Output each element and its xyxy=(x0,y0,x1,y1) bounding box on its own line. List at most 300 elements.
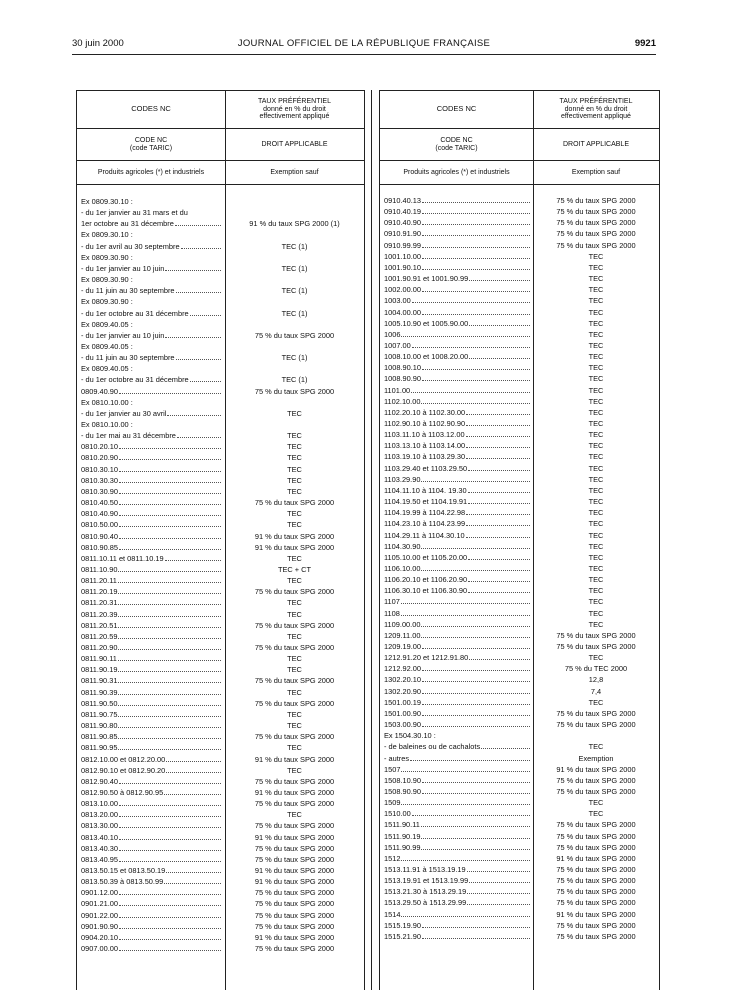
rate-cell: TEC xyxy=(287,576,302,586)
table-row xyxy=(380,418,659,429)
table-row xyxy=(77,731,364,742)
table-row xyxy=(380,585,659,596)
code-taric-header: CODE NC (code TARIC) xyxy=(129,136,173,152)
table-row xyxy=(380,574,659,585)
code-text: 0810.30.30 xyxy=(81,475,118,485)
code-text: 0813.40.10 xyxy=(81,832,118,842)
code-text: 1209.19.00 xyxy=(384,642,421,651)
leader-dots xyxy=(422,719,530,727)
rate-cell: TEC xyxy=(588,274,604,284)
table-row xyxy=(77,921,364,932)
code-text: 1103.19.10 à 1103.29.30 xyxy=(384,452,466,462)
code-text: Ex 0809.40.05 : xyxy=(81,319,133,329)
code-text: 1102.20.10 à 1102.30.00 xyxy=(384,407,466,417)
leader-dots xyxy=(421,842,530,850)
code-text: 0811.90.85 xyxy=(81,732,118,742)
table-row xyxy=(380,451,659,462)
table-row xyxy=(77,452,364,463)
code-cell xyxy=(384,619,530,630)
code-cell xyxy=(81,698,221,709)
code-text: 0811.10.11 et 0811.10.19 xyxy=(81,553,164,563)
code-cell xyxy=(384,886,530,897)
rate-cell: 91 % du taux SPG 2000 xyxy=(254,787,335,797)
code-cell xyxy=(81,374,221,385)
rate-cell: TEC xyxy=(588,285,604,295)
rate-cell: Exemption xyxy=(578,753,614,763)
code-text: 1511.90.99 xyxy=(384,842,421,852)
code-cell xyxy=(81,531,221,542)
rate-cell: 75 % du taux SPG 2000 xyxy=(556,240,636,250)
code-text: 1004.00.00 xyxy=(384,307,421,317)
table-row xyxy=(380,240,659,251)
code-cell xyxy=(81,631,221,642)
code-cell xyxy=(81,586,221,597)
leader-dots xyxy=(119,464,221,472)
code-cell xyxy=(81,731,221,742)
code-cell xyxy=(384,295,530,306)
table-row xyxy=(380,730,659,741)
rate-cell: 75 % du TEC 2000 xyxy=(564,664,628,674)
rate-cell: 91 % du taux SPG 2000 xyxy=(556,853,636,863)
table-row xyxy=(380,674,659,685)
table-row xyxy=(380,819,659,830)
leader-dots xyxy=(468,585,530,593)
rate-cell: TEC xyxy=(588,318,604,328)
table-row xyxy=(380,741,659,752)
leader-dots xyxy=(190,308,221,316)
rate-cell: 75 % du taux SPG 2000 xyxy=(254,821,335,831)
leader-dots xyxy=(118,742,221,750)
leader-dots xyxy=(421,474,530,482)
rate-cell: TEC xyxy=(588,251,604,261)
leader-dots xyxy=(410,753,530,761)
rate-cell: TEC xyxy=(588,474,604,484)
code-text: 1508.90.90 xyxy=(384,786,421,796)
rate-cell: TEC (1) xyxy=(281,263,308,273)
code-text: 0811.20.51 xyxy=(81,620,118,630)
table-row xyxy=(380,385,659,396)
rate-cell: 91 % du taux SPG 2000 xyxy=(254,832,335,842)
code-cell xyxy=(81,675,221,686)
leader-dots xyxy=(401,329,530,337)
leader-dots xyxy=(401,909,530,917)
leader-dots xyxy=(190,374,221,382)
code-text: 0811.90.50 xyxy=(81,698,118,708)
leader-dots xyxy=(469,652,530,660)
code-cell xyxy=(81,296,221,307)
rate-cell: TEC xyxy=(588,363,604,373)
leader-dots xyxy=(422,686,530,694)
code-text: 1501.00.90 xyxy=(384,708,421,718)
table-row xyxy=(77,620,364,631)
code-cell xyxy=(384,574,530,585)
code-cell xyxy=(384,808,530,819)
table-row xyxy=(77,854,364,865)
code-cell xyxy=(384,418,530,429)
code-text: 1003.00 xyxy=(384,296,411,306)
code-text: - du 1er janvier au 10 juin xyxy=(81,330,165,340)
code-cell xyxy=(81,308,221,319)
rate-cell: 91 % du taux SPG 2000 xyxy=(254,866,335,875)
code-cell xyxy=(384,518,530,529)
leader-dots xyxy=(119,386,221,394)
leader-dots xyxy=(412,808,530,816)
table-row xyxy=(380,552,659,563)
rate-cell: 75 % du taux SPG 2000 xyxy=(556,229,636,239)
table-row xyxy=(77,586,364,597)
leader-dots xyxy=(481,741,530,749)
code-text: 1508.10.90 xyxy=(384,775,421,785)
leader-dots xyxy=(467,886,530,894)
rate-cell: TEC xyxy=(588,374,604,384)
table-row xyxy=(77,207,364,218)
rate-cell: TEC xyxy=(287,654,302,664)
code-cell xyxy=(81,597,221,608)
rate-cell: TEC xyxy=(588,452,604,462)
rate-cell: 91 % du taux SPG 2000 xyxy=(254,932,335,942)
rate-cell: TEC xyxy=(588,352,604,362)
leader-dots xyxy=(422,641,530,649)
table-row xyxy=(380,563,659,574)
table-row xyxy=(77,352,364,363)
leader-dots xyxy=(119,441,221,449)
code-text: 1511.90.11 xyxy=(384,820,420,830)
table-row xyxy=(77,832,364,843)
code-cell xyxy=(81,319,221,330)
table-row xyxy=(77,508,364,519)
leader-dots xyxy=(422,284,530,292)
code-text: 0811.20.39 xyxy=(81,609,118,619)
code-cell xyxy=(81,832,221,843)
table-row xyxy=(77,519,364,530)
leader-dots xyxy=(119,776,221,784)
code-text: 1212.92.00 xyxy=(384,664,421,674)
table-row xyxy=(380,619,659,630)
table-row xyxy=(380,485,659,496)
table-row xyxy=(77,664,364,675)
leader-dots xyxy=(118,642,221,650)
leader-dots xyxy=(119,798,221,806)
table-row xyxy=(380,273,659,284)
leader-dots xyxy=(466,418,530,426)
code-cell xyxy=(384,217,530,228)
table-row xyxy=(380,630,659,641)
code-text: 0811.90.80 xyxy=(81,721,118,731)
table-row xyxy=(77,876,364,887)
leader-dots xyxy=(118,597,221,605)
code-text: 0812.10.00 et 0812.20.00 xyxy=(81,754,166,764)
code-text: 0910.91.90 xyxy=(384,229,421,239)
table-row xyxy=(380,875,659,886)
code-text: 0910.40.90 xyxy=(384,218,421,228)
code-cell xyxy=(384,563,530,574)
leader-dots xyxy=(401,853,530,861)
leader-dots xyxy=(401,596,530,604)
code-text: 0811.20.59 xyxy=(81,631,118,641)
table-row xyxy=(77,229,364,240)
table-row xyxy=(380,251,659,262)
code-text: 1001.90.91 et 1001.90.99 xyxy=(384,274,469,284)
code-text: 1102.90.10 à 1102.90.90 xyxy=(384,419,466,428)
header-row-2 xyxy=(380,129,659,161)
table-row xyxy=(77,341,364,352)
code-text: 0810.30.10 xyxy=(81,464,118,474)
taux-header: TAUX PRÉFÉRENTIEL donné en % du droit effectivement appliqué xyxy=(258,97,331,121)
code-cell xyxy=(81,664,221,675)
leader-dots xyxy=(469,351,530,359)
table-row xyxy=(77,363,364,374)
code-text: 1002.00.00 xyxy=(384,285,421,295)
rate-cell: 75 % du taux SPG 2000 xyxy=(254,799,335,809)
code-text: 0910.99.99 xyxy=(384,240,421,250)
code-text: 0809.40.90 xyxy=(81,386,118,396)
table-row xyxy=(77,241,364,252)
code-text: 1109.00.00 xyxy=(384,619,421,629)
rate-cell: TEC xyxy=(287,408,302,418)
table-row xyxy=(380,786,659,797)
exemption-header: Exemption sauf xyxy=(270,168,319,176)
rate-cell: TEC xyxy=(287,631,302,641)
code-cell xyxy=(384,318,530,329)
leader-dots xyxy=(119,452,221,460)
rate-cell: TEC xyxy=(588,809,604,819)
code-cell xyxy=(81,475,221,486)
table-row xyxy=(77,374,364,385)
code-cell xyxy=(384,262,530,273)
code-text: 0812.90.10 et 0812.90.20 xyxy=(81,765,166,775)
rate-cell: TEC xyxy=(588,563,604,573)
code-cell xyxy=(81,419,221,430)
code-cell xyxy=(81,921,221,932)
code-cell xyxy=(384,853,530,864)
rate-cell: TEC + CT xyxy=(277,564,312,574)
code-cell xyxy=(81,910,221,921)
leader-dots xyxy=(422,708,530,716)
table-row xyxy=(380,373,659,384)
code-text: - du 1er mai au 31 décembre xyxy=(81,431,176,441)
code-text: 1107 xyxy=(384,597,400,607)
code-cell xyxy=(384,251,530,262)
code-text: 1103.11.10 à 1103.12.00 xyxy=(384,430,465,440)
code-cell xyxy=(384,451,530,462)
table-row xyxy=(380,920,659,931)
rate-cell: TEC xyxy=(588,697,604,707)
leader-dots xyxy=(166,765,221,773)
rate-cell: TEC xyxy=(287,598,302,608)
leader-dots xyxy=(119,809,221,817)
code-text: 1001.10.00 xyxy=(384,251,421,261)
code-cell xyxy=(81,865,221,876)
leader-dots xyxy=(422,217,530,225)
code-text: 1513.29.50 à 1513.29.99 xyxy=(384,898,467,908)
rate-cell: 75 % du taux SPG 2000 xyxy=(556,931,636,941)
rate-cell: TEC xyxy=(588,407,604,417)
rate-cell: 75 % du taux SPG 2000 xyxy=(556,920,636,930)
leader-dots xyxy=(165,553,221,561)
rate-cell: TEC xyxy=(588,597,604,607)
code-text: 1104.19.99 à 1104.22.98 xyxy=(384,508,466,518)
code-cell xyxy=(384,641,530,652)
table-row xyxy=(380,864,659,875)
code-cell xyxy=(81,765,221,776)
header-row-1 xyxy=(380,91,659,129)
code-cell xyxy=(81,798,221,809)
code-text: - du 1er octobre au 31 décembre xyxy=(81,308,189,318)
rate-cell: TEC xyxy=(287,509,302,519)
code-text: Ex 0810.10.00 : xyxy=(81,397,133,407)
rate-cell: 75 % du taux SPG 2000 xyxy=(254,498,335,508)
rate-cell: TEC (1) xyxy=(281,241,308,251)
leader-dots xyxy=(411,385,530,393)
table-row xyxy=(77,898,364,909)
table-row xyxy=(77,564,364,575)
rate-cell: 91 % du taux SPG 2000 xyxy=(254,531,335,541)
header-rule xyxy=(72,54,656,55)
code-text: 0812.90.40 xyxy=(81,776,118,786)
code-cell xyxy=(384,541,530,552)
code-cell xyxy=(384,775,530,786)
rate-cell: TEC xyxy=(588,619,604,629)
table-row xyxy=(77,675,364,686)
rate-cell: TEC xyxy=(287,721,302,731)
rate-cell: 75 % du taux SPG 2000 xyxy=(254,921,335,931)
table-row xyxy=(77,386,364,397)
leader-dots xyxy=(422,931,530,939)
table-row xyxy=(77,843,364,854)
code-cell xyxy=(81,887,221,898)
code-text: 1106.30.10 et 1106.30.90 xyxy=(384,586,468,596)
code-cell xyxy=(384,786,530,797)
code-text: - du 1er avril au 30 septembre xyxy=(81,241,180,251)
code-cell xyxy=(384,351,530,362)
rate-cell: TEC xyxy=(287,609,302,619)
rate-cell: TEC xyxy=(287,520,302,530)
code-cell xyxy=(384,429,530,440)
table-row xyxy=(77,441,364,452)
table-row xyxy=(380,708,659,719)
code-cell xyxy=(384,730,530,741)
code-cell xyxy=(81,553,221,564)
leader-dots xyxy=(421,831,530,839)
rate-cell: TEC xyxy=(588,586,604,596)
leader-dots xyxy=(422,697,530,705)
code-text: 0813.50.39 à 0813.50.99 xyxy=(81,877,164,887)
rate-cell: 91 % du taux SPG 2000 xyxy=(254,542,335,552)
table-row xyxy=(380,518,659,529)
table-row xyxy=(380,897,659,908)
table-row xyxy=(77,609,364,620)
table-row xyxy=(380,295,659,306)
leader-dots xyxy=(422,307,530,315)
code-cell xyxy=(81,575,221,586)
page-number: 9921 xyxy=(634,38,656,49)
code-text: 0813.10.00 xyxy=(81,799,118,809)
leader-dots xyxy=(118,609,221,617)
table-row xyxy=(77,820,364,831)
table-row xyxy=(380,440,659,451)
code-text: 0811.90.19 xyxy=(81,665,118,675)
leader-dots xyxy=(119,519,221,527)
leader-dots xyxy=(422,228,530,236)
code-cell xyxy=(81,519,221,530)
rate-cell: TEC xyxy=(588,463,604,473)
table-row xyxy=(380,262,659,273)
table-row xyxy=(380,719,659,730)
code-cell xyxy=(384,753,530,764)
table-row xyxy=(77,263,364,274)
table-row xyxy=(380,329,659,340)
code-text: 1005.10.90 et 1005.90.00 xyxy=(384,318,469,328)
leader-dots xyxy=(119,854,221,862)
rate-cell: TEC xyxy=(588,608,604,618)
code-text: 1108 xyxy=(384,608,400,618)
code-cell xyxy=(384,385,530,396)
table-row xyxy=(77,542,364,553)
page-header xyxy=(72,38,656,52)
code-text: 1008.10.00 et 1008.20.00 xyxy=(384,352,469,362)
leader-dots xyxy=(422,663,530,671)
code-text: 1513.19.91 et 1513.19.99 xyxy=(384,876,469,886)
table-row xyxy=(380,697,659,708)
leader-dots xyxy=(467,864,530,872)
rate-cell: TEC xyxy=(287,553,302,563)
code-cell xyxy=(81,352,221,363)
rate-cell: TEC xyxy=(588,385,604,395)
produits-header: Produits agricoles (*) et industriels xyxy=(97,168,205,176)
rate-cell: 75 % du taux SPG 2000 xyxy=(556,708,636,718)
table-row xyxy=(380,351,659,362)
header-row-1 xyxy=(77,91,364,129)
rate-cell: TEC xyxy=(588,340,604,350)
code-cell xyxy=(81,720,221,731)
leader-dots xyxy=(422,195,530,203)
leader-dots xyxy=(468,463,530,471)
code-cell xyxy=(384,931,530,942)
rate-cell: 75 % du taux SPG 2000 xyxy=(254,854,335,864)
code-text: 1513.21.30 à 1513.29.19 xyxy=(384,887,467,897)
table-row xyxy=(77,687,364,698)
code-text: 0907.00.00 xyxy=(81,944,118,954)
code-cell xyxy=(81,497,221,508)
code-text: Ex 0809.40.05 : xyxy=(81,364,133,374)
table-row xyxy=(380,909,659,920)
droit-header: DROIT APPLICABLE xyxy=(562,140,629,148)
code-text: 1513.11.91 à 1513.19.19 xyxy=(384,865,466,874)
code-cell xyxy=(384,708,530,719)
code-cell xyxy=(384,362,530,373)
code-text: 0811.20.31 xyxy=(81,598,118,608)
code-text: 0813.30.00 xyxy=(81,821,118,831)
code-text: 1104.11.10 à 1104. 19.30 xyxy=(384,485,467,495)
header-row-3 xyxy=(77,161,364,185)
code-text: 1212.91.20 et 1212.91.80 xyxy=(384,653,469,663)
rate-cell: 75 % du taux SPG 2000 xyxy=(556,775,636,785)
rate-cell: TEC xyxy=(588,575,604,585)
table-row xyxy=(380,307,659,318)
code-cell xyxy=(384,697,530,708)
rate-cell: 75 % du taux SPG 2000 xyxy=(556,831,636,841)
code-cell xyxy=(81,341,221,352)
leader-dots xyxy=(466,440,530,448)
code-cell xyxy=(384,831,530,842)
table-row xyxy=(380,362,659,373)
leader-dots xyxy=(422,262,530,270)
leader-dots xyxy=(175,218,221,226)
rate-cell: TEC xyxy=(588,419,604,428)
leader-dots xyxy=(466,518,530,526)
rate-cell: TEC xyxy=(287,431,302,441)
leader-dots xyxy=(421,819,530,827)
